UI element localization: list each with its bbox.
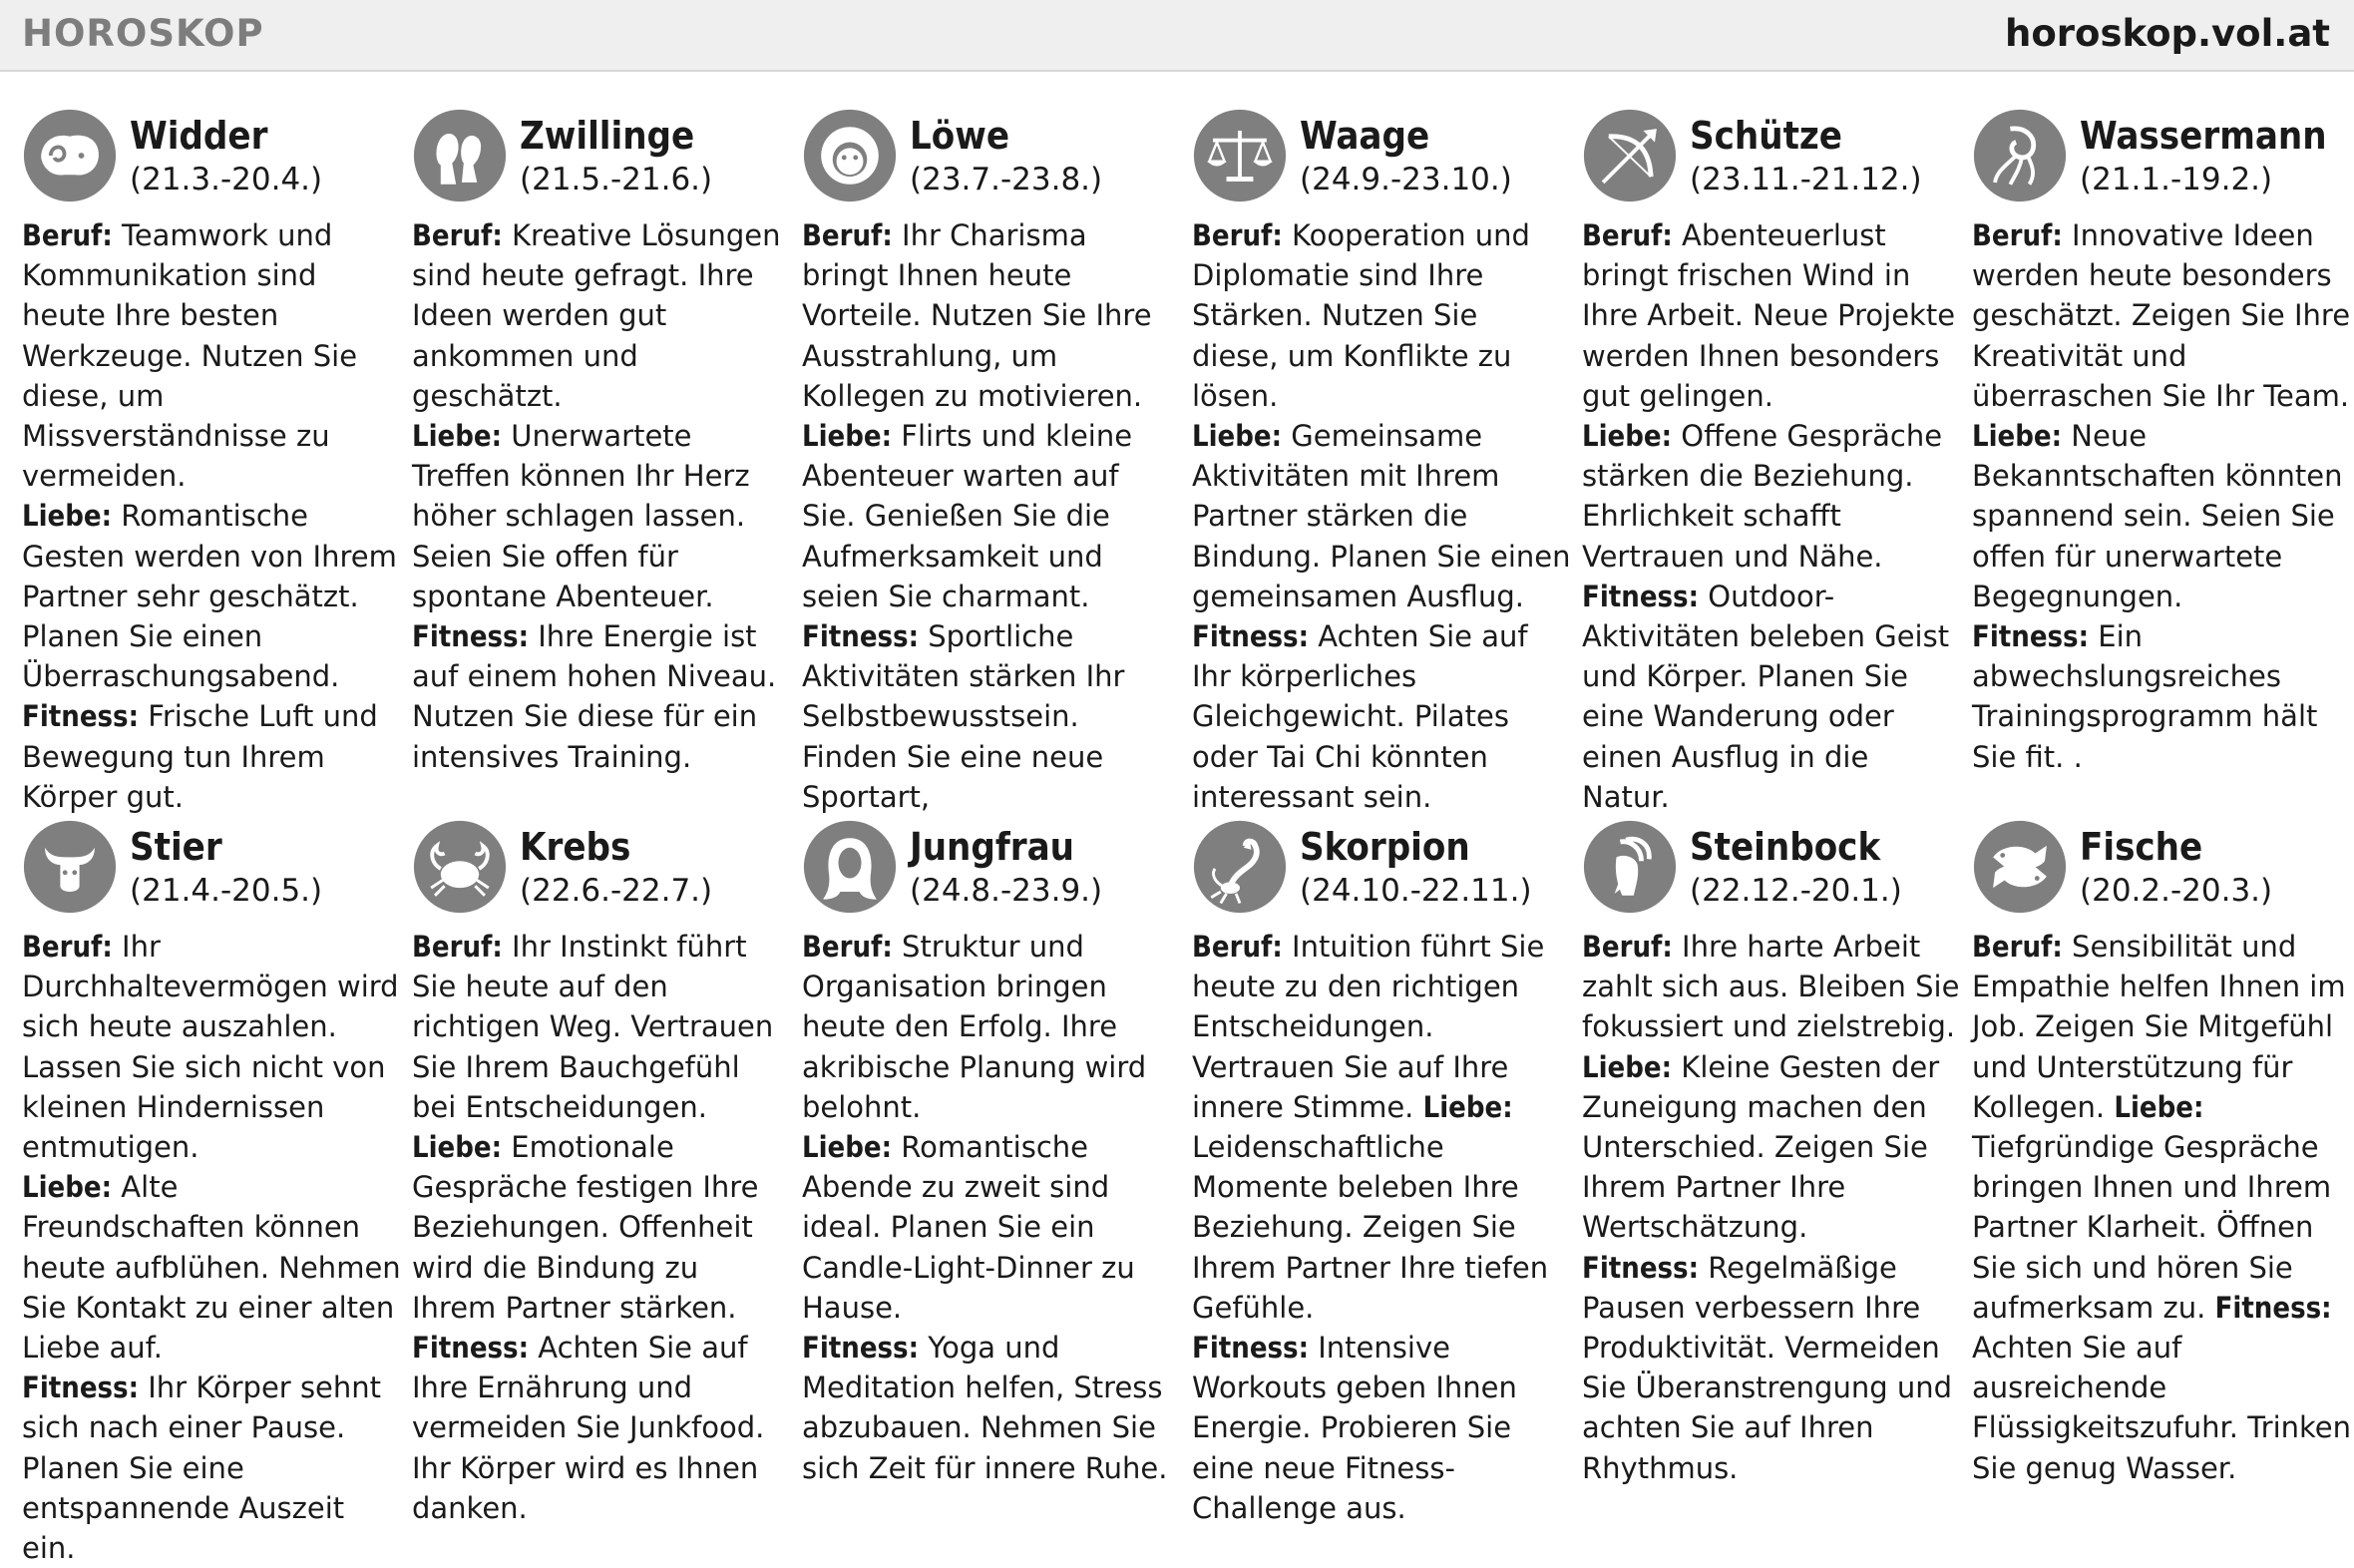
ram-icon (22, 108, 118, 203)
fitness-label: Fitness: (22, 699, 140, 734)
liebe-text: Flirts und kleine Abenteuer warten auf Sie. Genießen Sie die Aufmerksamkeit und seien Sie charmant. (802, 419, 1133, 613)
scales-icon (1192, 108, 1288, 203)
fitness-label: Fitness: (1582, 1250, 1700, 1285)
fitness-text: Achten Sie auf Ihre Ernährung und vermeiden Sie Junkfood. Ihr Körper wird es Ihnen danken. (412, 1331, 765, 1525)
fitness-label: Fitness: (1582, 579, 1700, 613)
liebe-label: Liebe: (412, 419, 503, 454)
crab-icon (412, 819, 508, 915)
sign-name: Widder (130, 114, 268, 158)
beruf-text: Kooperation und Diplomatie sind Ihre Stärken. Nutzen Sie diese, um Konflikte zu lösen. (1192, 218, 1530, 413)
sign-dates: (22.12.-20.1.) (1690, 873, 1902, 909)
liebe-text: Kleine Gesten der Zuneigung machen den Unterschied. Zeigen Sie Ihrem Partner Ihre Wertschätzung. (1582, 1049, 1940, 1245)
liebe-text: Tiefgründige Gespräche bringen Ihnen und Ihrem Partner Klarheit. Öffnen Sie sich und hören Sie aufmerksam zu. (1972, 1130, 2332, 1325)
water-bearer-icon (1972, 108, 2068, 203)
liebe-text: Emotionale Gespräche festigen Ihre Beziehungen. Offenheit wird die Bindung zu Ihrem Partner stärken. (412, 1130, 759, 1325)
sign-name: Schütze (1690, 114, 1843, 158)
sign-dates: (24.9.-23.10.) (1300, 162, 1512, 197)
scorpion-icon (1192, 819, 1288, 915)
fitness-text: Outdoor-Aktivitäten beleben Geist und Körper. Planen Sie eine Wanderung oder einen Ausflug in die Natur. (1582, 579, 1950, 814)
fitness-label: Fitness: (412, 619, 530, 654)
fitness-label: Fitness: (1192, 619, 1310, 654)
beruf-label: Beruf: (1972, 930, 2063, 964)
sign-card-loewe (802, 108, 1181, 819)
sign-dates: (21.3.-20.4.) (130, 162, 323, 197)
sign-card-skorpion (1192, 819, 1571, 1525)
beruf-label: Beruf: (802, 930, 893, 964)
sign-dates: (23.11.-21.12.) (1690, 162, 1922, 197)
sign-dates: (23.7.-23.8.) (910, 162, 1103, 197)
fitness-text: Frische Luft und Bewegung tun Ihrem Körper gut. (22, 699, 378, 814)
liebe-text: Offene Gespräche stärken die Beziehung. Ehrlichkeit schafft Vertrauen und Nähe. (1582, 419, 1943, 574)
liebe-label: Liebe: (412, 1130, 503, 1165)
sign-card-steinbock (1582, 819, 1961, 1497)
sign-name: Zwillinge (520, 114, 695, 158)
liebe-text: Gemeinsame Aktivitäten mit Ihrem Partner stärken die Bindung. Planen Sie einen gemeinsamen Ausflug. (1192, 419, 1571, 613)
liebe-label: Liebe: (1422, 1089, 1513, 1124)
sign-name: Jungfrau (910, 825, 1075, 869)
sign-dates: (24.8.-23.9.) (910, 873, 1103, 909)
liebe-label: Liebe: (22, 499, 113, 534)
fitness-text: Achten Sie auf Ihr körperliches Gleichgewicht. Pilates oder Tai Chi könnten interessant sein. (1192, 619, 1528, 814)
sign-dates: (24.10.-22.11.) (1300, 873, 1532, 909)
liebe-text: Leidenschaftliche Momente beleben Ihre Beziehung. Zeigen Sie Ihrem Partner Ihre tiefen Gefühle. (1192, 1130, 1549, 1325)
maiden-icon (802, 819, 898, 915)
horoscope-grid (22, 108, 2352, 1566)
liebe-text: Neue Bekanntschaften könnten spannend sein. Seien Sie offen für unerwartete Begegnungen. (1972, 419, 2343, 613)
sign-card-jungfrau (802, 819, 1181, 1497)
sign-dates: (22.6.-22.7.) (520, 873, 713, 909)
liebe-text: Romantische Gesten werden von Ihrem Partner sehr geschätzt. Planen Sie einen Überraschungsabend. (22, 499, 397, 694)
beruf-label: Beruf: (1582, 930, 1673, 964)
liebe-label: Liebe: (802, 1130, 893, 1165)
beruf-label: Beruf: (1972, 218, 2063, 252)
fitness-label: Fitness: (802, 619, 920, 654)
fitness-text: Intensive Workouts geben Ihnen Energie. Probieren Sie eine neue Fitness-Challenge aus. (1192, 1331, 1517, 1525)
beruf-text: Ihre harte Arbeit zahlt sich aus. Bleiben Sie fokussiert und zielstrebig. (1582, 930, 1960, 1044)
sign-card-waage (1192, 108, 1571, 819)
liebe-label: Liebe: (1582, 1049, 1673, 1084)
beruf-label: Beruf: (412, 930, 503, 964)
sign-card-widder (22, 108, 401, 819)
fitness-label: Fitness: (2214, 1290, 2332, 1325)
fitness-text: Achten Sie auf ausreichende Flüssigkeitszufuhr. Trinken Sie genug Wasser. (1972, 1331, 2352, 1485)
fitness-text: Sportliche Aktivitäten stärken Ihr Selbstbewusstsein. Finden Sie eine neue Sportart, (802, 619, 1125, 814)
fitness-label: Fitness: (22, 1371, 140, 1405)
beruf-label: Beruf: (1192, 218, 1283, 252)
beruf-text: Innovative Ideen werden heute besonders geschätzt. Zeigen Sie Ihre Kreativität und überraschen Sie Ihr Team. (1972, 218, 2351, 413)
beruf-text: Teamwork und Kommunikation sind heute Ihre besten Werkzeuge. Nutzen Sie diese, um Missverständnisse zu vermeiden. (22, 218, 358, 494)
sign-name: Stier (130, 825, 222, 869)
beruf-text: Kreative Lösungen sind heute gefragt. Ihre Ideen werden gut ankommen und geschätzt. (412, 218, 781, 413)
liebe-label: Liebe: (1192, 419, 1283, 454)
goat-icon (1582, 819, 1678, 915)
fish-icon (1972, 819, 2068, 915)
fitness-label: Fitness: (1192, 1331, 1310, 1366)
fitness-label: Fitness: (1972, 619, 2090, 654)
section-title: HOROSKOP (22, 12, 264, 55)
sign-name: Fische (2080, 825, 2203, 869)
sign-name: Steinbock (1690, 825, 1881, 869)
liebe-text: Romantische Abende zu zweit sind ideal. Planen Sie ein Candle-Light-Dinner zu Hause. (802, 1130, 1135, 1325)
sign-dates: (20.2.-20.3.) (2080, 873, 2273, 909)
liebe-label: Liebe: (2114, 1089, 2204, 1124)
liebe-label: Liebe: (802, 419, 893, 454)
beruf-label: Beruf: (22, 218, 113, 252)
liebe-text: Alte Freundschaften können heute aufblühen. Nehmen Sie Kontakt zu einer alten Liebe auf. (22, 1170, 401, 1366)
liebe-label: Liebe: (22, 1170, 113, 1205)
fitness-text: Yoga und Meditation helfen, Stress abzubauen. Nehmen Sie sich Zeit für innere Ruhe. (802, 1331, 1168, 1485)
sign-name: Löwe (910, 114, 1010, 158)
sign-name: Wassermann (2080, 114, 2327, 158)
twins-icon (412, 108, 508, 203)
fitness-text: Ihre Energie ist auf einem hohen Niveau. Nutzen Sie diese für ein intensives Training. (412, 619, 777, 774)
beruf-label: Beruf: (412, 218, 503, 252)
beruf-text: Intuition führt Sie heute zu den richtigen Entscheidungen. Vertrauen Sie auf Ihre innere Stimme. (1192, 930, 1545, 1124)
beruf-label: Beruf: (802, 218, 893, 252)
sign-card-stier (22, 819, 401, 1566)
liebe-label: Liebe: (1972, 419, 2063, 454)
beruf-text: Ihr Durchhaltevermögen wird sich heute auszahlen. Lassen Sie sich nicht von kleinen Hindernissen entmutigen. (22, 930, 399, 1165)
bow-and-arrow-icon (1582, 108, 1678, 203)
sign-name: Waage (1300, 114, 1430, 158)
beruf-text: Sensibilität und Empathie helfen Ihnen im Job. Zeigen Sie Mitgefühl und Unterstützung für Kollegen. (1972, 930, 2346, 1124)
sign-dates: (21.5.-21.6.) (520, 162, 713, 197)
liebe-label: Liebe: (1582, 419, 1673, 454)
beruf-text: Ihr Charisma bringt Ihnen heute Vorteile. Nutzen Sie Ihre Ausstrahlung, um Kollegen zu motivieren. (802, 218, 1152, 413)
fitness-text: Ein abwechslungsreiches Trainingsprogramm hält Sie fit. . (1972, 619, 2318, 774)
beruf-label: Beruf: (22, 930, 113, 964)
sign-dates: (21.4.-20.5.) (130, 873, 323, 909)
sign-name: Krebs (520, 825, 631, 869)
sign-card-zwillinge (412, 108, 791, 819)
sign-dates: (21.1.-19.2.) (2080, 162, 2273, 197)
site-name: horoskop.vol.at (2005, 12, 2330, 55)
fitness-label: Fitness: (412, 1331, 530, 1366)
page-header (0, 0, 2354, 72)
fitness-text: Regelmäßige Pausen verbessern Ihre Produktivität. Vermeiden Sie Überanstrengung und achten Sie auf Ihren Rhythmus. (1582, 1250, 1953, 1485)
liebe-text: Unerwartete Treffen können Ihr Herz höher schlagen lassen. Seien Sie offen für spontane Abenteuer. (412, 419, 750, 613)
beruf-text: Ihr Instinkt führt Sie heute auf den richtigen Weg. Vertrauen Sie Ihrem Bauchgefühl bei Entscheidungen. (412, 930, 774, 1124)
beruf-label: Beruf: (1192, 930, 1283, 964)
sign-card-fische (1972, 819, 2351, 1497)
beruf-label: Beruf: (1582, 218, 1673, 252)
lion-icon (802, 108, 898, 203)
beruf-text: Abenteuerlust bringt frischen Wind in Ihre Arbeit. Neue Projekte werden Ihnen besonders gut gelingen. (1582, 218, 1956, 413)
beruf-text: Struktur und Organisation bringen heute den Erfolg. Ihre akribische Planung wird belohnt. (802, 930, 1147, 1124)
sign-name: Skorpion (1300, 825, 1470, 869)
sign-card-schuetze (1582, 108, 1961, 819)
bull-icon (22, 819, 118, 915)
sign-card-wassermann (1972, 108, 2351, 819)
fitness-text: Ihr Körper sehnt sich nach einer Pause. Planen Sie eine entspannende Auszeit ein. (22, 1371, 382, 1566)
fitness-label: Fitness: (802, 1331, 920, 1366)
sign-card-krebs (412, 819, 791, 1525)
